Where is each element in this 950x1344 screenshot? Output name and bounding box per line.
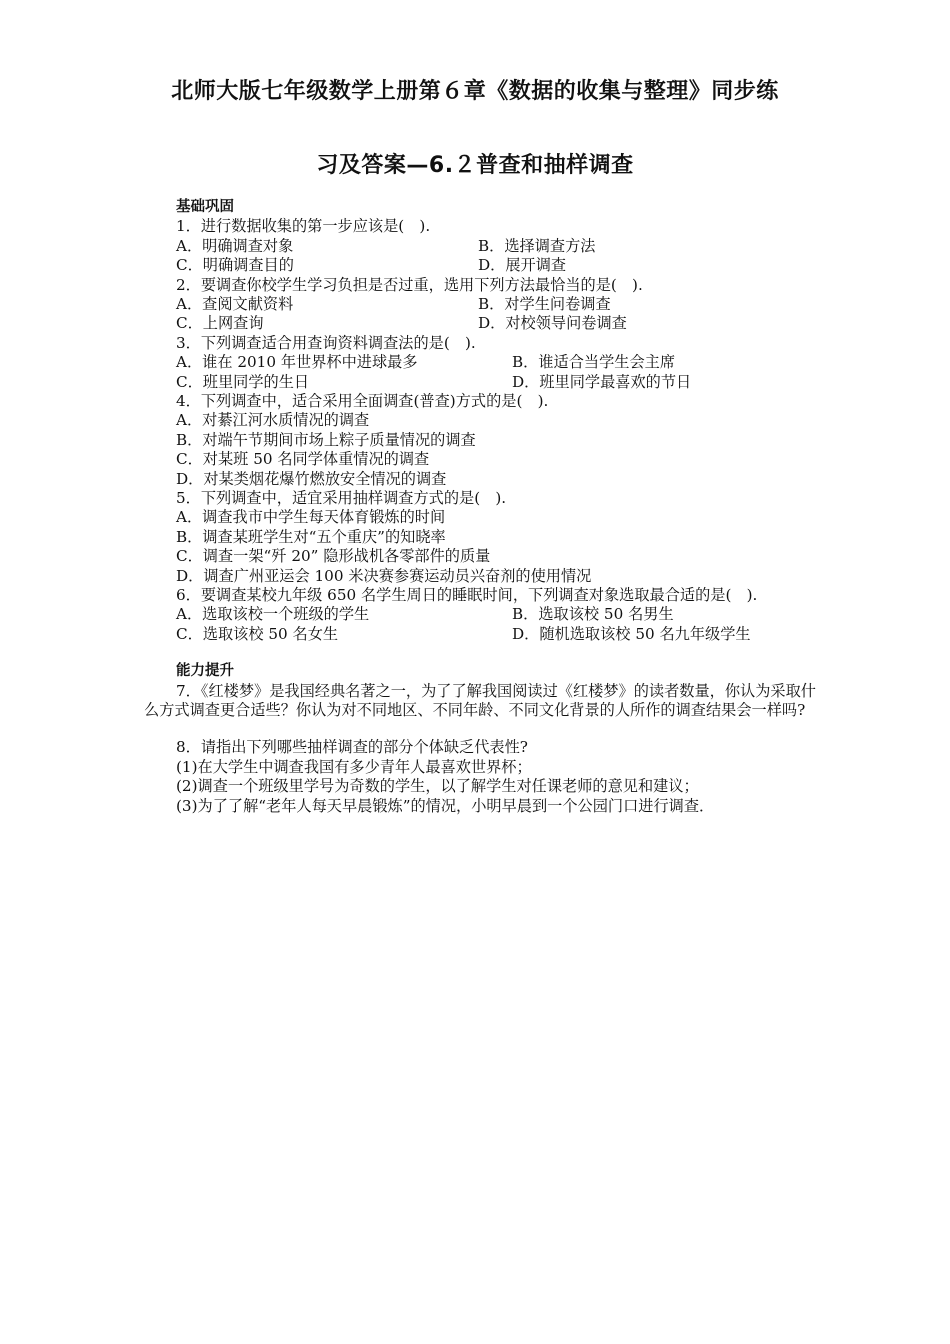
option-d: D．调查广州亚运会 100 米决赛参赛运动员兴奋剂的使用情况 <box>176 566 592 585</box>
option-c: C．班里同学的生日 <box>176 372 310 391</box>
question-1-stem: 1．进行数据收集的第一步应该是( ). <box>176 217 431 236</box>
question-2-options-row-2 <box>176 314 816 333</box>
option-d: D．班里同学最喜欢的节日 <box>512 372 692 391</box>
question-3-options-row-1 <box>176 353 816 372</box>
option-d: D．随机选取该校 50 名九年级学生 <box>512 624 751 643</box>
question-4-stem: 4．下列调查中，适合采用全面调查(普查)方式的是( ). <box>176 391 549 410</box>
option-c: C．对某班 50 名同学体重情况的调查 <box>176 450 430 469</box>
spacer <box>176 644 816 662</box>
section-heading-basic: 基础巩固 <box>176 199 234 215</box>
exercise-content <box>144 198 816 816</box>
option-a: A．查阅文献资料 <box>176 295 294 313</box>
option-d: D．对校领导问卷调查 <box>478 314 627 333</box>
section-heading-advanced: 能力提升 <box>176 663 234 680</box>
question-7-text: 7．《红楼梦》是我国经典名著之一，为了了解我国阅读过《红楼梦》的读者数量，你认为采取什么方式调查更合适些？你认为对不同地区、不同年龄、不同文化背景的人所作的调查结果会一样吗? <box>144 681 816 720</box>
option-b: B．选取该校 50 名男生 <box>512 605 674 624</box>
option-b: B．对学生问卷调查 <box>478 295 611 313</box>
question-8-stem: 8．请指出下列哪些抽样调查的部分个体缺乏代表性? <box>176 738 528 757</box>
question-5-stem: 5．下列调查中，适宜采用抽样调查方式的是( ). <box>176 489 507 507</box>
question-8-item-2: (2)调查一个班级里学号为奇数的学生，以了解学生对任课老师的意见和建议； <box>176 777 699 796</box>
option-b: B．调查某班学生对“五个重庆”的知晓率 <box>176 527 446 546</box>
option-b: B．选择调查方法 <box>478 236 596 255</box>
question-1-options-row-2 <box>176 256 816 275</box>
question-8-item-1: (1)在大学生中调查我国有多少青年人最喜欢世界杯； <box>176 757 532 776</box>
question-3-stem: 3．下列调查适合用查询资料调查法的是( ). <box>176 333 476 352</box>
option-c: C．明确调查目的 <box>176 256 294 275</box>
question-2-options-row-1 <box>176 295 816 314</box>
option-d: D．展开调查 <box>478 256 567 275</box>
question-6-stem: 6．要调查某校九年级 650 名学生周日的睡眠时间，下列调查对象选取最合适的是( ). <box>176 586 758 605</box>
option-c: C．上网查询 <box>176 314 264 333</box>
option-c: C．调查一架“歼 20” 隐形战机各零部件的质量 <box>176 547 491 566</box>
document-title-line-2: 习及答案—6.２普查和抽样调查 <box>316 153 634 178</box>
option-c: C．选取该校 50 名女生 <box>176 624 339 643</box>
question-6-options-row-1 <box>176 605 816 624</box>
option-d: D．对某类烟花爆竹燃放安全情况的调查 <box>176 469 447 488</box>
question-2-stem: 2．要调查你校学生学习负担是否过重，选用下列方法最恰当的是( ). <box>176 275 643 294</box>
option-a: A．选取该校一个班级的学生 <box>176 605 370 624</box>
question-3-options-row-2 <box>176 373 816 392</box>
spacer <box>176 720 816 738</box>
option-a: A．对綦江河水质情况的调查 <box>176 411 370 430</box>
option-a: A．谁在 2010 年世界杯中进球最多 <box>176 353 418 372</box>
option-b: B．谁适合当学生会主席 <box>512 353 676 372</box>
option-a: A．调查我市中学生每天体育锻炼的时间 <box>176 508 446 527</box>
question-1-options-row-1 <box>176 237 816 256</box>
option-a: A．明确调查对象 <box>176 236 294 255</box>
question-8-item-3: (3)为了了解“老年人每天早晨锻炼”的情况，小明早晨到一个公园门口进行调查． <box>176 796 715 815</box>
document-title-line-1: 北师大版七年级数学上册第６章《数据的收集与整理》同步练 <box>171 79 779 104</box>
option-b: B．对端午节期间市场上粽子质量情况的调查 <box>176 430 476 449</box>
question-6-options-row-2 <box>176 625 816 644</box>
